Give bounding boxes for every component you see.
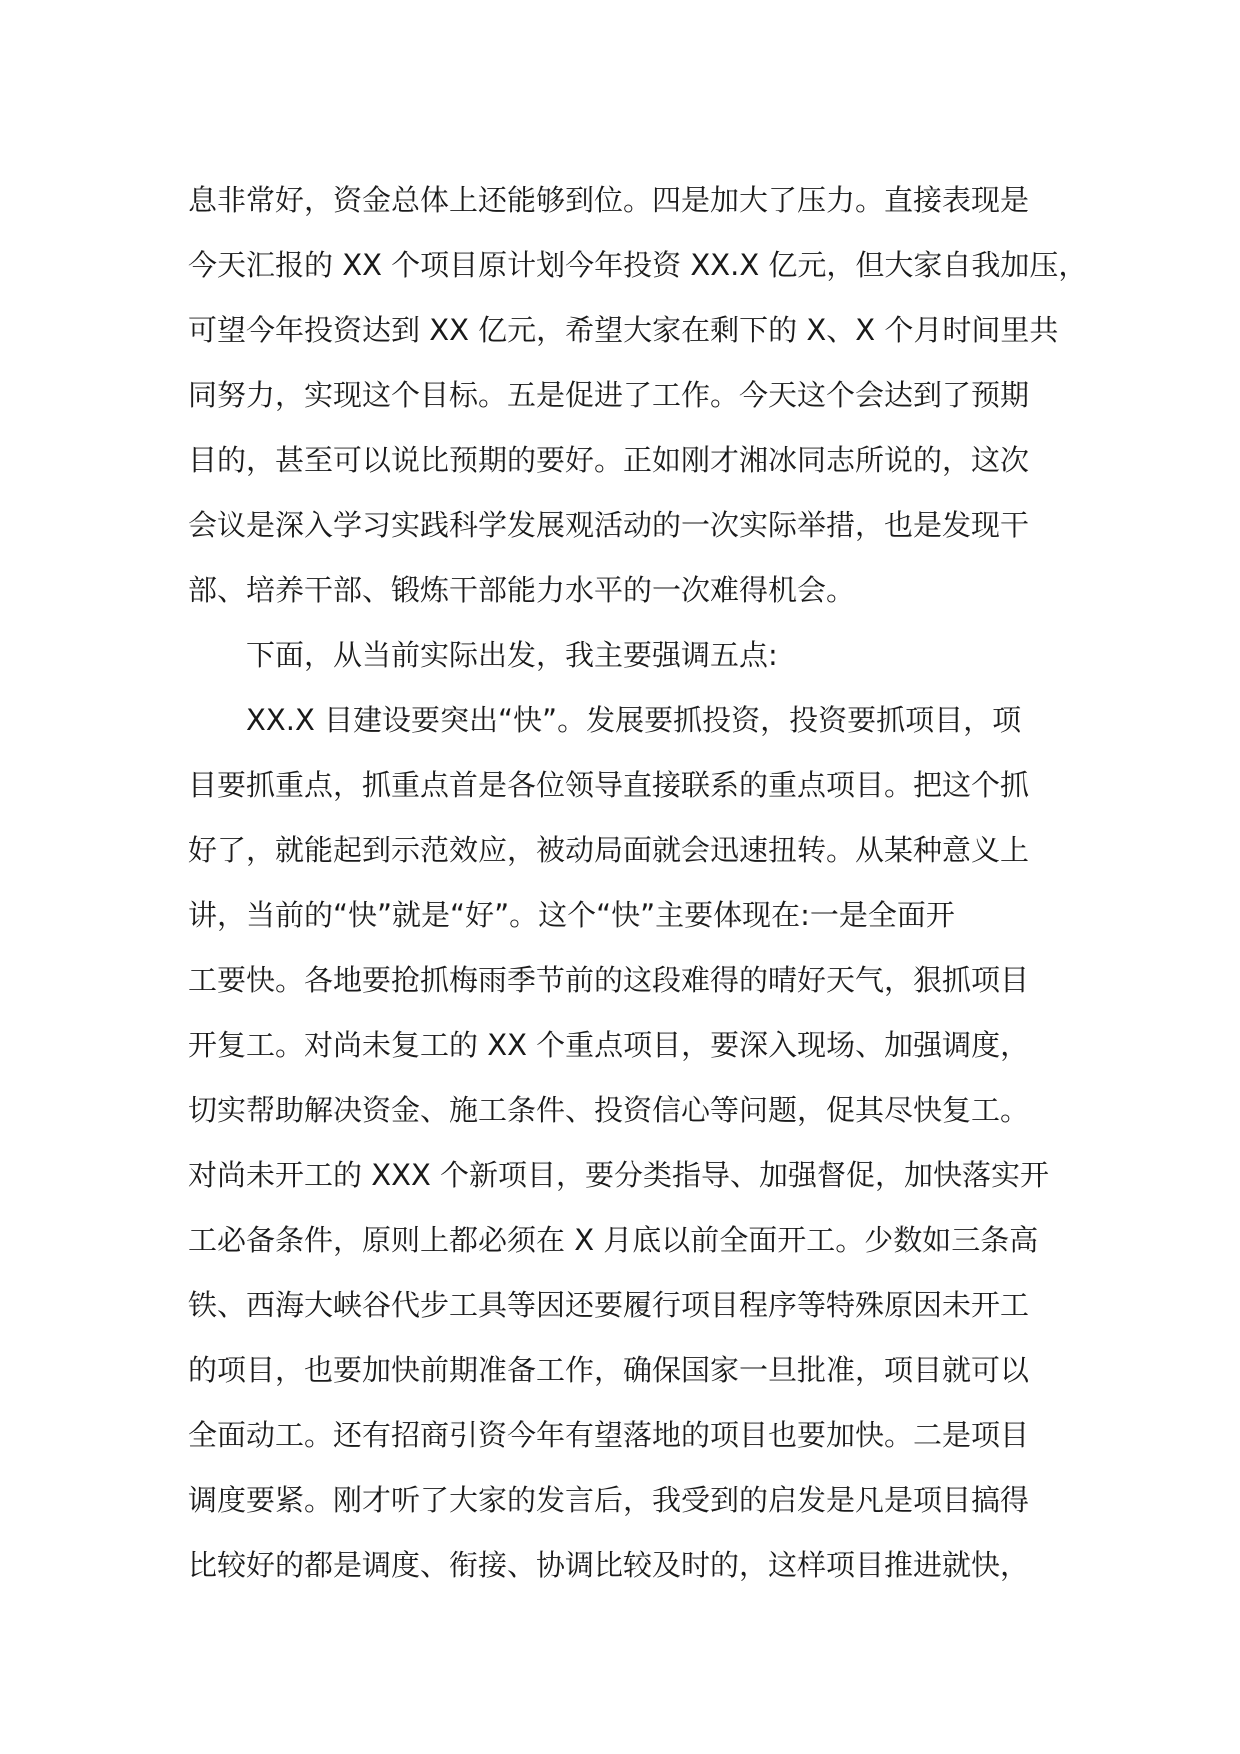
text-line: 同努力，实现这个目标。五是促进了工作。今天这个会达到了预期 <box>188 378 1030 412</box>
text-line: 会议是深入学习实践科学发展观活动的一次实际举措，也是发现干 <box>188 508 1030 542</box>
text-line: 全面动工。还有招商引资今年有望落地的项目也要加快。二是项目 <box>188 1418 1030 1452</box>
text-line: 比较好的都是调度、衔接、协调比较及时的，这样项目推进就快， <box>188 1548 1030 1582</box>
text-line: 调度要紧。刚才听了大家的发言后，我受到的启发是凡是项目搞得 <box>188 1483 1030 1517</box>
text-line: 对尚未开工的 XXX 个新项目，要分类指导、加强督促，加快落实开 <box>188 1158 1050 1192</box>
text-line: 好了，就能起到示范效应，被动局面就会迅速扭转。从某种意义上 <box>188 833 1030 867</box>
text-line: 目要抓重点，抓重点首是各位领导直接联系的重点项目。把这个抓 <box>188 768 1030 802</box>
text-line: 讲，当前的“快”就是“好”。这个“快”主要体现在:一是全面开 <box>188 898 955 932</box>
text-line: 部、培养干部、锻炼干部能力水平的一次难得机会。 <box>188 573 856 607</box>
paragraph-start-line: XX.X 目建设要突出“快”。发展要抓投资，投资要抓项目，项 <box>246 703 1022 737</box>
paragraph-start-line: 下面，从当前实际出发，我主要强调五点: <box>246 638 778 672</box>
text-line: 目的，甚至可以说比预期的要好。正如刚才湘冰同志所说的，这次 <box>188 443 1030 477</box>
text-line: 铁、西海大峡谷代步工具等因还要履行项目程序等特殊原因未开工 <box>188 1288 1030 1322</box>
text-line: 开复工。对尚未复工的 XX 个重点项目，要深入现场、加强调度， <box>188 1028 1030 1062</box>
body-text <box>188 168 1088 1598</box>
text-line: 工必备条件，原则上都必须在 X 月底以前全面开工。少数如三条高 <box>188 1223 1039 1257</box>
text-line: 息非常好，资金总体上还能够到位。四是加大了压力。直接表现是 <box>188 183 1030 217</box>
text-line: 可望今年投资达到 XX 亿元，希望大家在剩下的 X、X 个月时间里共 <box>188 313 1059 347</box>
text-line: 的项目，也要加快前期准备工作，确保国家一旦批准，项目就可以 <box>188 1353 1030 1387</box>
text-line: 今天汇报的 XX 个项目原计划今年投资 XX.X 亿元，但大家自我加压， <box>188 248 1088 282</box>
text-line: 工要快。各地要抢抓梅雨季节前的这段难得的晴好天气，狠抓项目 <box>188 963 1030 997</box>
text-line: 切实帮助解决资金、施工条件、投资信心等问题，促其尽快复工。 <box>188 1093 1030 1127</box>
